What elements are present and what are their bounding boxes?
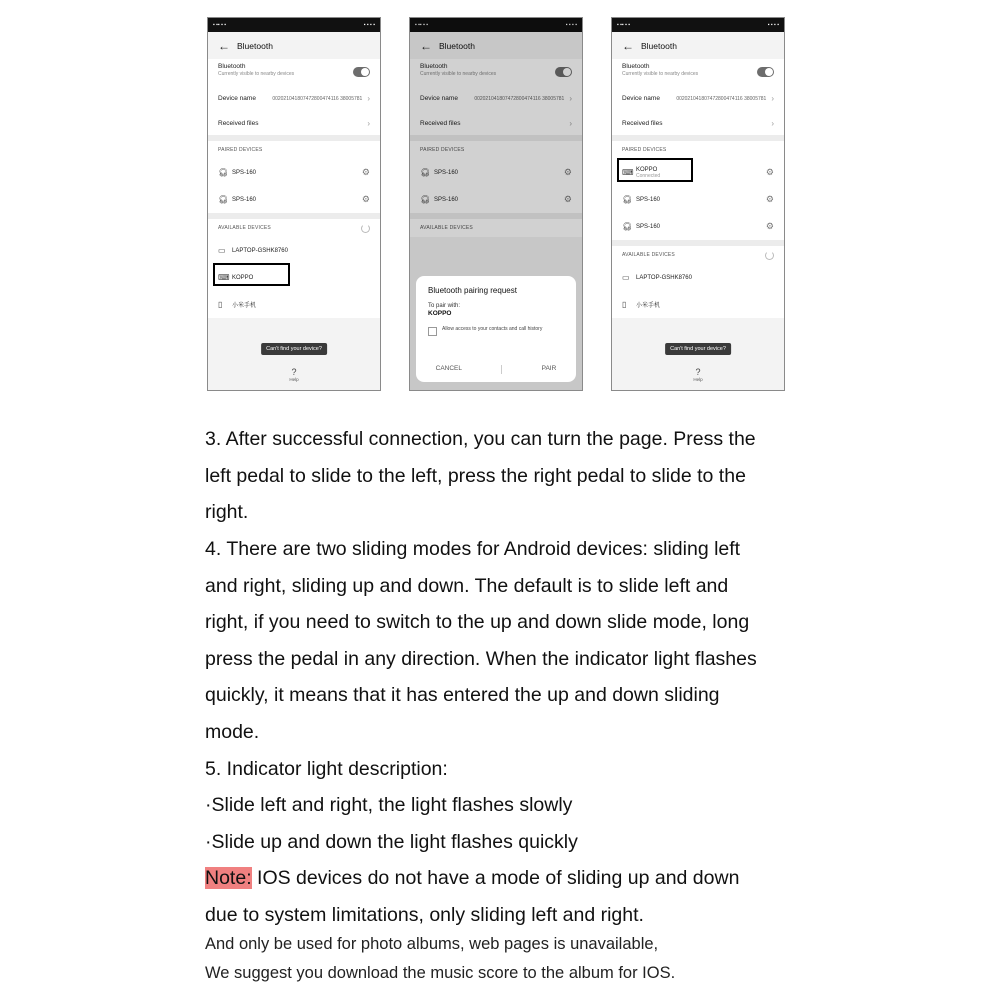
headphones-icon: 🎧︎ — [622, 195, 633, 204]
note-line: Note: IOS devices do not have a mode of sliding up and down — [205, 867, 740, 889]
received-files-row[interactable] — [208, 111, 380, 135]
loading-spinner-icon — [765, 251, 774, 260]
instruction-line: 5. Indicator light description: — [205, 758, 448, 780]
cancel-button[interactable]: CANCEL — [435, 365, 463, 372]
help-button[interactable]: ? Help — [693, 367, 703, 382]
instruction-line: right. — [205, 501, 249, 523]
allow-access-checkbox-row[interactable]: Allow access to your contacts and call history — [428, 326, 564, 336]
gear-icon[interactable]: ⚙ — [563, 194, 572, 204]
footnote-line: We suggest you download the music score to the album for IOS. — [205, 964, 676, 982]
chevron-right-icon: › — [367, 118, 370, 128]
received-files-label: Received files — [218, 119, 259, 127]
chevron-right-icon: › — [367, 94, 370, 103]
chevron-right-icon: › — [771, 118, 774, 128]
available-device-item[interactable]: ▯ 小米手机 — [208, 291, 380, 318]
note-label: Note: — [205, 867, 252, 889]
available-device-item[interactable]: ⌨ KOPPO — [208, 264, 380, 291]
help-icon: ? — [695, 367, 701, 377]
headphones-icon: 🎧︎ — [622, 222, 633, 231]
status-bar: ▪ ▪▪ ▪ ▪ ▪ ▪ ▪ ▪ — [208, 18, 380, 32]
bluetooth-subtitle: Currently visible to nearby devices — [218, 71, 295, 77]
received-files-row[interactable]: Received files › — [622, 118, 774, 128]
phone-screenshot-1 — [207, 17, 381, 391]
headphones-icon: 🎧︎ — [420, 168, 431, 177]
footnote-line: And only be used for photo albums, web pages is unavailable, — [205, 935, 659, 953]
dialog-title: Bluetooth pairing request — [428, 286, 517, 295]
highlight-box — [213, 263, 290, 286]
device-name-label: Device name — [218, 95, 256, 102]
cant-find-device-button[interactable]: Can't find your device? — [261, 343, 327, 355]
help-icon: ? — [291, 367, 297, 377]
bluetooth-toggle-row[interactable]: Bluetooth Currently visible to nearby devices — [612, 59, 784, 86]
instruction-line: mode. — [205, 721, 260, 743]
gear-icon[interactable]: ⚙ — [765, 221, 774, 231]
instruction-line: press the pedal in any direction. When the indicator light flashes — [205, 648, 757, 670]
device-name-row[interactable] — [208, 86, 380, 111]
bluetooth-toggle-row[interactable]: Bluetooth Currently visible to nearby devices — [410, 59, 582, 86]
screen-header — [612, 32, 784, 59]
chevron-right-icon: › — [569, 118, 572, 128]
cant-find-device-button[interactable]: Can't find your device? — [665, 343, 731, 355]
screen-title: Bluetooth — [439, 40, 475, 51]
help-button[interactable]: ? Help — [289, 367, 299, 382]
keyboard-icon: ⌨ — [218, 273, 230, 282]
available-device-item[interactable]: ▭ LAPTOP-GSHK8760 — [208, 237, 380, 264]
laptop-icon: ▭ — [218, 246, 226, 255]
device-name-value: 002021041807472800474116 38005781 — [272, 95, 363, 102]
paired-device-item[interactable]: 🎧︎ SPS-160 ⚙ — [410, 159, 582, 186]
instruction-line: ·Slide left and right, the light flashes slowly — [205, 794, 573, 816]
paired-device-item[interactable]: 🎧︎ SPS-160 ⚙ — [208, 186, 380, 213]
gear-icon[interactable]: ⚙ — [361, 194, 370, 204]
bluetooth-toggle[interactable] — [757, 67, 774, 77]
laptop-icon: ▭ — [622, 273, 630, 282]
paired-devices-heading: PAIRED DEVICES — [208, 141, 380, 159]
phone-screenshot-2 — [409, 17, 583, 391]
headphones-icon: 🎧︎ — [218, 168, 229, 177]
highlight-box — [617, 158, 693, 182]
device-name-row[interactable]: Device name 002021041807472800474116 38005781 › — [420, 94, 572, 103]
status-bar: ▪ ▪▪ ▪ ▪ ▪ ▪ ▪ ▪ — [612, 18, 784, 32]
dialog-to-pair-label: To pair with: — [428, 303, 461, 309]
gear-icon[interactable]: ⚙ — [765, 167, 774, 177]
instruction-line: left pedal to slide to the left, press the right pedal to slide to the — [205, 465, 746, 487]
back-arrow-icon[interactable]: ← — [420, 38, 432, 53]
headphones-icon: 🎧︎ — [218, 195, 229, 204]
paired-device-item[interactable]: 🎧︎ SPS-160 ⚙ — [208, 159, 380, 186]
screen-header — [208, 32, 380, 59]
pair-button[interactable]: PAIR — [541, 365, 557, 372]
instruction-line: due to system limitations, only sliding left and right. — [205, 904, 644, 926]
instruction-line: 3. After successful connection, you can turn the page. Press the — [205, 428, 756, 450]
dialog-device-name: KOPPO — [428, 310, 452, 317]
received-files-row[interactable]: Received files › — [420, 118, 572, 128]
device-name-row[interactable]: Device name 002021041807472800474116 38005781 › — [622, 94, 774, 103]
available-device-item[interactable]: ▭ LAPTOP-GSHK8760 — [612, 264, 784, 291]
connected-status: Connected — [636, 172, 661, 179]
paired-device-item[interactable]: 🎧︎ SPS-160 ⚙ — [612, 213, 784, 240]
screen-title: Bluetooth — [237, 40, 273, 51]
paired-device-item[interactable]: 🎧︎ SPS-160 ⚙ — [410, 186, 582, 213]
status-bar: ▪ ▪▪ ▪ ▪ ▪ ▪ ▪ ▪ — [410, 18, 582, 32]
allow-access-checkbox[interactable] — [428, 327, 437, 336]
bluetooth-label: Bluetooth — [218, 63, 246, 70]
instruction-line: and right, sliding up and down. The default is to slide left and — [205, 575, 729, 597]
pairing-dialog — [416, 276, 576, 382]
available-devices-heading: AVAILABLE DEVICES — [208, 219, 380, 237]
paired-devices-heading: PAIRED DEVICES — [612, 141, 784, 159]
back-arrow-icon[interactable]: ← — [218, 38, 230, 53]
paired-device-item[interactable]: ⌨ KOPPO Connected ⚙ — [612, 159, 784, 186]
screen-title: Bluetooth — [641, 40, 677, 51]
loading-spinner-icon — [361, 224, 370, 233]
instruction-line: 4. There are two sliding modes for Android devices: sliding left — [205, 538, 741, 560]
phone-screenshot-3 — [611, 17, 785, 391]
chevron-right-icon: › — [771, 94, 774, 103]
instruction-line: quickly, it means that it has entered the up and down sliding — [205, 684, 720, 706]
paired-devices-heading: PAIRED DEVICES — [410, 141, 582, 159]
bluetooth-toggle-row[interactable] — [208, 59, 380, 86]
gear-icon[interactable]: ⚙ — [765, 194, 774, 204]
headphones-icon: 🎧︎ — [420, 195, 431, 204]
keyboard-icon: ⌨ — [622, 168, 634, 177]
available-devices-heading: AVAILABLE DEVICES — [612, 246, 784, 264]
chevron-right-icon: › — [569, 94, 572, 103]
instruction-line: ·Slide up and down the light flashes quickly — [205, 831, 578, 853]
back-arrow-icon[interactable]: ← — [622, 38, 634, 53]
bluetooth-toggle[interactable] — [353, 67, 370, 77]
phone-icon: ▯ — [622, 300, 627, 309]
available-device-item[interactable]: ▯ 小米手机 — [612, 291, 784, 318]
available-devices-heading: AVAILABLE DEVICES — [410, 219, 582, 237]
phone-icon: ▯ — [218, 300, 223, 309]
instruction-line: right, if you need to switch to the up and down slide mode, long — [205, 611, 750, 633]
gear-icon[interactable]: ⚙ — [563, 167, 572, 177]
gear-icon[interactable]: ⚙ — [361, 167, 370, 177]
paired-device-item[interactable]: 🎧︎ SPS-160 ⚙ — [612, 186, 784, 213]
